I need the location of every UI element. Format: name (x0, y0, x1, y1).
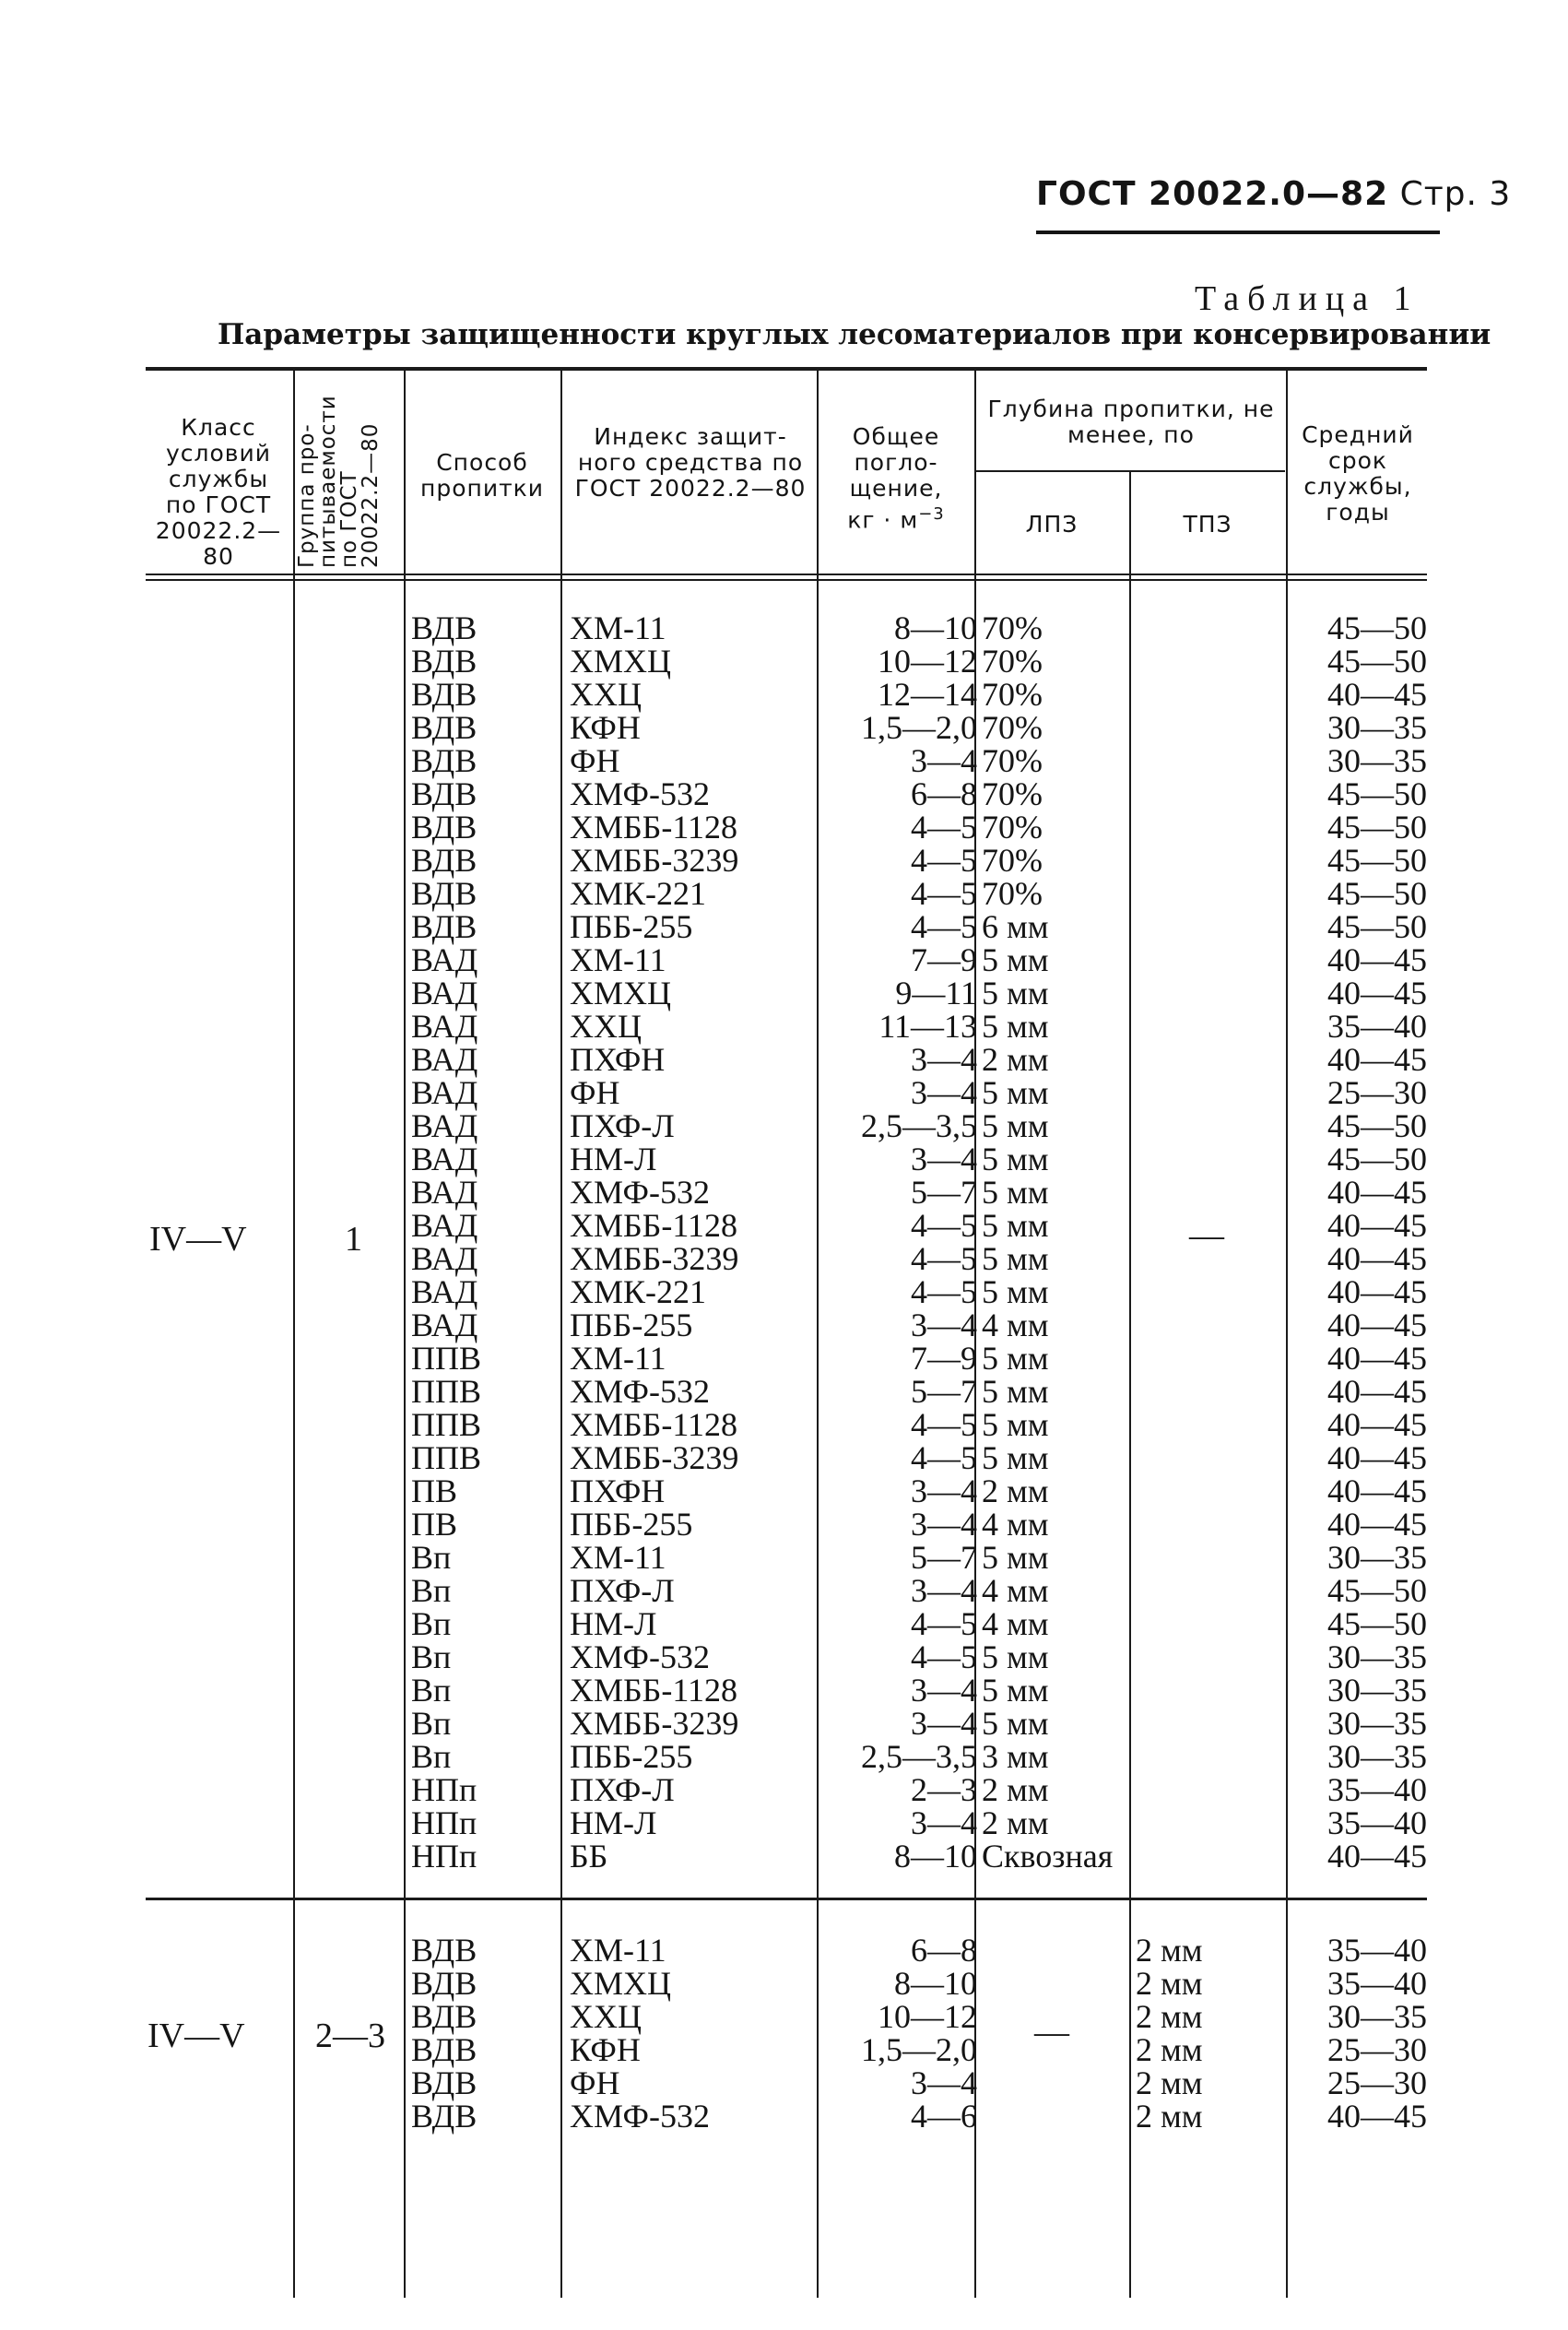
absorption-cell: 3—4 (911, 2064, 977, 2101)
index-cell: ФН (570, 2064, 620, 2101)
header-depth: Глубина пропитки, не менее, по (987, 396, 1275, 448)
index-cell: ПХФ-Л (570, 1107, 675, 1144)
service-life-cell: 45—50 (1327, 609, 1427, 646)
method-cell: Вп (411, 1672, 452, 1709)
method-cell: ВДВ (411, 2064, 477, 2101)
lpz-cell: 70% (982, 609, 1043, 646)
absorption-cell: 3—4 (911, 1705, 977, 1742)
index-cell: ХМХЦ (570, 643, 672, 680)
service-life-cell: 30—35 (1327, 742, 1427, 779)
service-life-cell: 45—50 (1327, 842, 1427, 879)
service-life-cell: 40—45 (1327, 1340, 1427, 1377)
index-cell: ХМ-11 (570, 609, 666, 646)
index-cell: ХМ-11 (570, 941, 666, 978)
section1-lpz (982, 611, 1113, 1873)
service-life-cell: 35—40 (1327, 1965, 1427, 2002)
lpz-cell: 5 мм (982, 1074, 1049, 1111)
absorption-cell: 7—9 (911, 1340, 977, 1377)
col-divider (404, 371, 406, 2298)
lpz-cell: 4 мм (982, 1605, 1049, 1642)
service-life-cell: 45—50 (1327, 1141, 1427, 1177)
service-life-cell: 30—35 (1327, 1539, 1427, 1576)
index-cell: ХМФ-532 (570, 1174, 710, 1211)
service-life-cell: 40—45 (1327, 1174, 1427, 1211)
lpz-cell: 5 мм (982, 1638, 1049, 1675)
service-life-cell: 40—45 (1327, 1473, 1427, 1509)
absorption-cell: 4—5 (911, 1406, 977, 1443)
service-life-cell: 40—45 (1327, 1439, 1427, 1476)
absorption-cell: 6—8 (911, 775, 977, 812)
header-group: Группа про- питываемости по ГОСТ 20022.2—80 (295, 395, 383, 568)
lpz-cell: 2 мм (982, 1041, 1049, 1078)
index-cell: НМ-Л (570, 1804, 657, 1841)
tpz-cell: 2 мм (1136, 2031, 1203, 2068)
absorption-cell: 1,5—2,0 (861, 2031, 977, 2068)
absorption-cell: 3—4 (911, 1074, 977, 1111)
section1-service-life (1300, 611, 1427, 1873)
absorption-cell: 4—6 (911, 2098, 977, 2135)
service-life-cell: 25—30 (1327, 2031, 1427, 2068)
method-cell: ВДВ (411, 908, 477, 945)
lpz-cell: 6 мм (982, 908, 1049, 945)
lpz-cell: 3 мм (982, 1738, 1049, 1775)
method-cell: Вп (411, 1605, 452, 1642)
section1-methods (411, 611, 481, 1873)
absorption-cell: 12—14 (878, 676, 977, 713)
index-cell: ПББ-255 (570, 1307, 693, 1343)
tpz-cell: 2 мм (1136, 1932, 1203, 1969)
method-cell: ВАД (411, 1008, 478, 1045)
lpz-cell: 5 мм (982, 1539, 1049, 1576)
method-cell: ВДВ (411, 676, 477, 713)
absorption-cell: 5—7 (911, 1373, 977, 1410)
section2-tpz (1136, 1934, 1203, 2133)
service-life-cell: 40—45 (1327, 1207, 1427, 1244)
header-rule-1 (146, 574, 1427, 575)
absorption-cell: 8—10 (894, 1965, 977, 2002)
index-cell: ХМ-11 (570, 1932, 666, 1969)
section2-indexes (570, 1934, 710, 2133)
absorption-cell: 4—5 (911, 1605, 977, 1642)
method-cell: НПп (411, 1771, 477, 1808)
absorption-cell: 1,5—2,0 (861, 709, 977, 746)
method-cell: ВДВ (411, 609, 477, 646)
index-cell: ББ (570, 1838, 608, 1875)
header-service-class: Класс условий службы по ГОСТ 20022.2—80 (155, 414, 282, 570)
section-divider (146, 1898, 1427, 1900)
method-cell: ВДВ (411, 2031, 477, 2068)
method-cell: ВАД (411, 1074, 478, 1111)
absorption-cell: 5—7 (911, 1174, 977, 1211)
table-label: Таблица 1 (1195, 279, 1420, 318)
method-cell: ВДВ (411, 1932, 477, 1969)
index-cell: ФН (570, 1074, 620, 1111)
index-cell: ХМХЦ (570, 1965, 672, 2002)
section1-group: 1 (345, 1220, 362, 1259)
lpz-cell: 2 мм (982, 1473, 1049, 1509)
index-cell: ХМББ-1128 (570, 1406, 738, 1443)
index-cell: ПББ-255 (570, 1738, 693, 1775)
absorption-cell: 3—4 (911, 1473, 977, 1509)
method-cell: ВАД (411, 1273, 478, 1310)
absorption-cell: 3—4 (911, 1506, 977, 1543)
method-cell: Вп (411, 1705, 452, 1742)
lpz-cell: Сквозная (982, 1838, 1114, 1875)
section1-absorption (820, 611, 977, 1873)
service-life-cell: 40—45 (1327, 1373, 1427, 1410)
absorption-cell: 4—5 (911, 1638, 977, 1675)
absorption-cell: 7—9 (911, 941, 977, 978)
method-cell: ВАД (411, 1207, 478, 1244)
method-cell: ВДВ (411, 643, 477, 680)
service-life-cell: 45—50 (1327, 908, 1427, 945)
lpz-cell: 2 мм (982, 1771, 1049, 1808)
index-cell: ХМФ-532 (570, 775, 710, 812)
absorption-cell: 4—5 (911, 1439, 977, 1476)
method-cell: ПВ (411, 1506, 458, 1543)
method-cell: ВДВ (411, 842, 477, 879)
absorption-cell: 2—3 (911, 1771, 977, 1808)
index-cell: ХМК-221 (570, 1273, 707, 1310)
absorption-cell: 3—4 (911, 1041, 977, 1078)
service-life-cell: 45—50 (1327, 875, 1427, 912)
method-cell: ВАД (411, 1307, 478, 1343)
absorption-cell: 3—4 (911, 1672, 977, 1709)
index-cell: ХМББ-3239 (570, 1705, 739, 1742)
index-cell: ПХФ-Л (570, 1771, 675, 1808)
service-life-cell: 35—40 (1327, 1932, 1427, 1969)
lpz-cell: 5 мм (982, 1207, 1049, 1244)
section2-absorption (820, 1934, 977, 2133)
lpz-cell: 5 мм (982, 1273, 1049, 1310)
service-life-cell: 40—45 (1327, 2098, 1427, 2135)
service-life-cell: 35—40 (1327, 1008, 1427, 1045)
lpz-cell: 70% (982, 709, 1043, 746)
absorption-cell: 10—12 (878, 1998, 977, 2035)
index-cell: ПХФН (570, 1473, 666, 1509)
service-life-cell: 45—50 (1327, 775, 1427, 812)
lpz-cell: 2 мм (982, 1804, 1049, 1841)
table-title: Параметры защищенности круглых лесоматериалов при консервировании (218, 318, 1491, 351)
method-cell: ВДВ (411, 1998, 477, 2035)
section2-lpz-dash: — (1034, 2013, 1069, 2052)
absorption-cell: 3—4 (911, 1141, 977, 1177)
service-life-cell: 25—30 (1327, 2064, 1427, 2101)
header-absorption: Общее погло-щение, кг · $м^{-3}$ (847, 423, 945, 534)
lpz-cell: 5 мм (982, 1340, 1049, 1377)
col-divider (1129, 472, 1131, 2298)
absorption-cell: 2,5—3,5 (861, 1107, 977, 1144)
absorption-cell: 6—8 (911, 1932, 977, 1969)
index-cell: ХХЦ (570, 1998, 642, 2035)
method-cell: ВАД (411, 1240, 478, 1277)
method-cell: Вп (411, 1738, 452, 1775)
index-cell: ПХФ-Л (570, 1572, 675, 1609)
service-life-cell: 30—35 (1327, 1738, 1427, 1775)
method-cell: Вп (411, 1572, 452, 1609)
lpz-cell: 5 мм (982, 1008, 1049, 1045)
method-cell: НПп (411, 1804, 477, 1841)
lpz-cell: 70% (982, 775, 1043, 812)
absorption-cell: 5—7 (911, 1539, 977, 1576)
index-cell: ХМББ-3239 (570, 842, 739, 879)
index-cell: ХМФ-532 (570, 1638, 710, 1675)
index-cell: ХМББ-3239 (570, 1439, 739, 1476)
service-life-cell: 30—35 (1327, 1705, 1427, 1742)
gost-number: ГОСТ 20022.0—82 (1036, 175, 1389, 213)
section2-service-class: IV—V (147, 2017, 245, 2055)
absorption-cell: 2,5—3,5 (861, 1738, 977, 1775)
service-life-cell: 25—30 (1327, 1074, 1427, 1111)
lpz-cell: 5 мм (982, 1107, 1049, 1144)
service-life-cell: 40—45 (1327, 1406, 1427, 1443)
method-cell: ВАД (411, 1041, 478, 1078)
tpz-cell: 2 мм (1136, 2098, 1203, 2135)
absorption-cell: 4—5 (911, 842, 977, 879)
method-cell: ВДВ (411, 2098, 477, 2135)
index-cell: НМ-Л (570, 1141, 657, 1177)
index-cell: ХМББ-1128 (570, 1672, 738, 1709)
lpz-cell: 5 мм (982, 1672, 1049, 1709)
method-cell: ВДВ (411, 709, 477, 746)
index-cell: ХМББ-3239 (570, 1240, 739, 1277)
absorption-cell: 3—4 (911, 1307, 977, 1343)
lpz-cell: 5 мм (982, 941, 1049, 978)
header-method: Способ пропитки (419, 449, 544, 502)
service-life-cell: 35—40 (1327, 1804, 1427, 1841)
lpz-cell: 5 мм (982, 1439, 1049, 1476)
lpz-cell: 4 мм (982, 1307, 1049, 1343)
service-life-cell: 40—45 (1327, 941, 1427, 978)
method-cell: Вп (411, 1638, 452, 1675)
method-cell: ВАД (411, 975, 478, 1011)
table-top-rule (146, 367, 1427, 371)
lpz-cell: 4 мм (982, 1572, 1049, 1609)
absorption-cell: 3—4 (911, 1804, 977, 1841)
section1-tpz-dash: — (1189, 1216, 1224, 1255)
index-cell: НМ-Л (570, 1605, 657, 1642)
service-life-cell: 35—40 (1327, 1771, 1427, 1808)
method-cell: ППВ (411, 1439, 482, 1476)
absorption-cell: 8—10 (894, 1838, 977, 1875)
index-cell: ХМХЦ (570, 975, 672, 1011)
lpz-cell: 70% (982, 875, 1043, 912)
lpz-cell: 4 мм (982, 1506, 1049, 1543)
header-lpz: ЛПЗ (1025, 511, 1079, 538)
method-cell: ВДВ (411, 1965, 477, 2002)
page-number: Стр. 3 (1399, 175, 1512, 213)
absorption-cell: 9—11 (895, 975, 977, 1011)
lpz-cell: 70% (982, 676, 1043, 713)
lpz-cell: 5 мм (982, 1141, 1049, 1177)
index-cell: ПХФН (570, 1041, 666, 1078)
service-life-cell: 40—45 (1327, 975, 1427, 1011)
method-cell: ВАД (411, 941, 478, 978)
service-life-cell: 45—50 (1327, 809, 1427, 846)
service-life-cell: 45—50 (1327, 1107, 1427, 1144)
method-cell: ВАД (411, 1107, 478, 1144)
index-cell: ХМФ-532 (570, 1373, 710, 1410)
index-cell: КФН (570, 709, 641, 746)
service-life-cell: 40—45 (1327, 1240, 1427, 1277)
method-cell: ППВ (411, 1373, 482, 1410)
lpz-cell: 5 мм (982, 1406, 1049, 1443)
index-cell: ФН (570, 742, 620, 779)
lpz-cell: 5 мм (982, 1174, 1049, 1211)
header-tpz: ТПЗ (1183, 511, 1232, 538)
absorption-cell: 4—5 (911, 1273, 977, 1310)
index-cell: ХХЦ (570, 676, 642, 713)
index-cell: КФН (570, 2031, 641, 2068)
service-life-cell: 45—50 (1327, 643, 1427, 680)
col-divider (817, 371, 819, 2298)
lpz-cell: 5 мм (982, 1373, 1049, 1410)
tpz-cell: 2 мм (1136, 2064, 1203, 2101)
index-cell: ХМББ-1128 (570, 1207, 738, 1244)
method-cell: Вп (411, 1539, 452, 1576)
section2-group: 2—3 (315, 2017, 385, 2055)
lpz-cell: 5 мм (982, 1705, 1049, 1742)
lpz-cell: 70% (982, 809, 1043, 846)
service-life-cell: 30—35 (1327, 1672, 1427, 1709)
col-divider (560, 371, 562, 2298)
service-life-cell: 45—50 (1327, 1572, 1427, 1609)
header-service-life: Средний срок службы, годы (1302, 421, 1414, 526)
absorption-cell: 10—12 (878, 643, 977, 680)
absorption-cell: 3—4 (911, 742, 977, 779)
index-cell: ХМК-221 (570, 875, 707, 912)
service-life-cell: 40—45 (1327, 1273, 1427, 1310)
index-cell: ПББ-255 (570, 1506, 693, 1543)
service-life-cell: 40—45 (1327, 1506, 1427, 1543)
absorption-cell: 4—5 (911, 809, 977, 846)
index-cell: ХМ-11 (570, 1539, 666, 1576)
lpz-cell: 70% (982, 742, 1043, 779)
index-cell: ХМББ-1128 (570, 809, 738, 846)
method-cell: ППВ (411, 1340, 482, 1377)
col-divider (1286, 371, 1288, 2298)
tpz-cell: 2 мм (1136, 1965, 1203, 2002)
method-cell: НПп (411, 1838, 477, 1875)
method-cell: ППВ (411, 1406, 482, 1443)
section1-service-class: IV—V (149, 1220, 247, 1259)
index-cell: ХХЦ (570, 1008, 642, 1045)
method-cell: ВДВ (411, 875, 477, 912)
method-cell: ВАД (411, 1141, 478, 1177)
service-life-cell: 40—45 (1327, 676, 1427, 713)
service-life-cell: 45—50 (1327, 1605, 1427, 1642)
section1-indexes (570, 611, 738, 1873)
method-cell: ПВ (411, 1473, 458, 1509)
method-cell: ВАД (411, 1174, 478, 1211)
absorption-cell: 8—10 (894, 609, 977, 646)
lpz-cell: 70% (982, 842, 1043, 879)
tpz-cell: 2 мм (1136, 1998, 1203, 2035)
lpz-cell: 5 мм (982, 975, 1049, 1011)
service-life-cell: 40—45 (1327, 1838, 1427, 1875)
service-life-cell: 30—35 (1327, 1638, 1427, 1675)
method-cell: ВДВ (411, 775, 477, 812)
index-cell: ХМ-11 (570, 1340, 666, 1377)
method-cell: ВДВ (411, 742, 477, 779)
index-cell: ХМФ-532 (570, 2098, 710, 2135)
service-life-cell: 40—45 (1327, 1041, 1427, 1078)
absorption-cell: 4—5 (911, 1240, 977, 1277)
absorption-cell: 4—5 (911, 1207, 977, 1244)
absorption-cell: 4—5 (911, 908, 977, 945)
index-cell: ПББ-255 (570, 908, 693, 945)
absorption-cell: 11—13 (878, 1008, 977, 1045)
service-life-cell: 30—35 (1327, 1998, 1427, 2035)
method-cell: ВДВ (411, 809, 477, 846)
lpz-cell: 70% (982, 643, 1043, 680)
section2-methods (411, 1934, 477, 2133)
header-rule-2 (146, 579, 1427, 581)
service-life-cell: 40—45 (1327, 1307, 1427, 1343)
lpz-cell: 5 мм (982, 1240, 1049, 1277)
header-agent-index: Индекс защит-ного средства по ГОСТ 20022.2—80 (574, 423, 807, 502)
section2-service-life (1300, 1934, 1427, 2133)
col-divider (293, 371, 295, 2298)
absorption-cell: 4—5 (911, 875, 977, 912)
service-life-cell: 30—35 (1327, 709, 1427, 746)
absorption-cell: 3—4 (911, 1572, 977, 1609)
